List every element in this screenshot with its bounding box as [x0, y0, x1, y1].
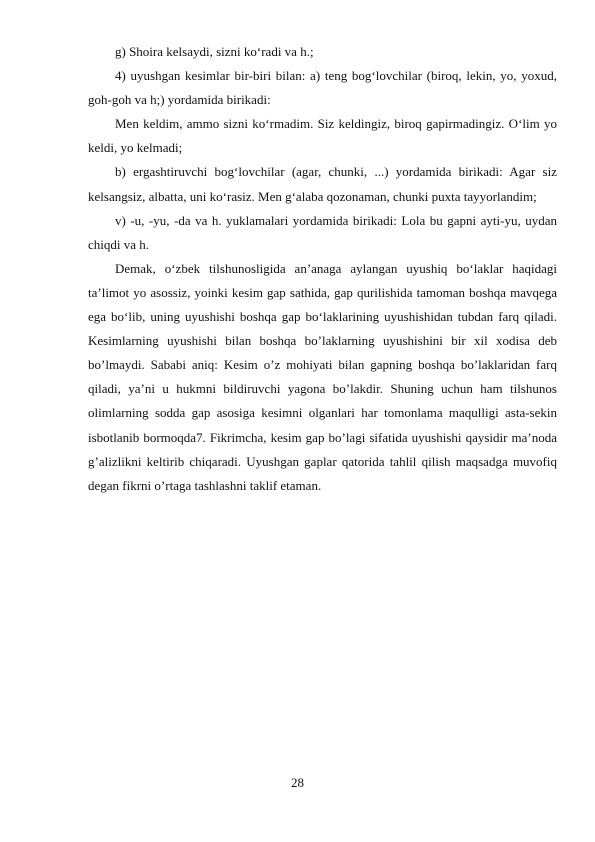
paragraph-example-g: g) Shoira kelsaydi, sizni ko‘radi va h.;: [115, 44, 314, 59]
paragraph-item-b: b) ergashtiruvchi bog‘lovchilar (agar, chunki, ...) yordamida birikadi: Agar siz kelsangsiz, albatta, uni ko‘rasiz. Men g‘alaba qozonaman, chunki puxta tayyorlandim;: [88, 164, 557, 204]
page-number: 28: [291, 775, 304, 790]
paragraph-examples: Men keldim, ammo sizni ko‘rmadim. Siz keldingiz, biroq gapirmadingiz. O‘lim yo keldi, yo kelmadi;: [88, 116, 557, 156]
paragraph-conclusion: Demak, o‘zbek tilshunosligida an’anaga aylangan uyushiq bo‘laklar haqidagi ta’limot yo asossiz, yoinki kesim gap sathida, gap qurilishida tamoman boshqa mavqega ega bo‘lib, uning uyushishi boshqa gap bo‘laklarining uyushishidan tubdan farq qiladi. Kesimlarning uyushishi bilan boshqa bo’laklarning uyushishini bir xil xodisa deb bo’lmaydi. Sababi aniq: Kesim o’z mohiyati bilan gapning boshqa bo’laklaridan farq qiladi, ya’ni u hukmni bildiruvchi yagona bo’lakdir. Shuning uchun ham tilshunos olimlarning sodda gap asosiga kesimni olganlari har tomonlama maqulligi asta-sekin isbotlanib bormoqda7. Fikrimcha, kesim gap bo’lagi sifatida uyushishi qaysidir ma’noda g’alizlikni keltirib chiqaradi. Uyushgan gaplar qatorida tahlil qilish maqsadga muvofiq degan fikrni o’rtaga tashlashni taklif etaman.: [88, 260, 557, 493]
body-text: [88, 40, 557, 498]
paragraph-item-v: v) -u, -yu, -da va h. yuklamalari yordamida birikadi: Lola bu gapni ayti-yu, uydan chiqdi va h.: [88, 212, 557, 252]
paragraph-item-4: 4) uyushgan kesimlar bir-biri bilan: a) teng bog‘lovchilar (biroq, lekin, yo, yoxud, goh-goh va h;) yordamida birikadi:: [88, 68, 557, 108]
